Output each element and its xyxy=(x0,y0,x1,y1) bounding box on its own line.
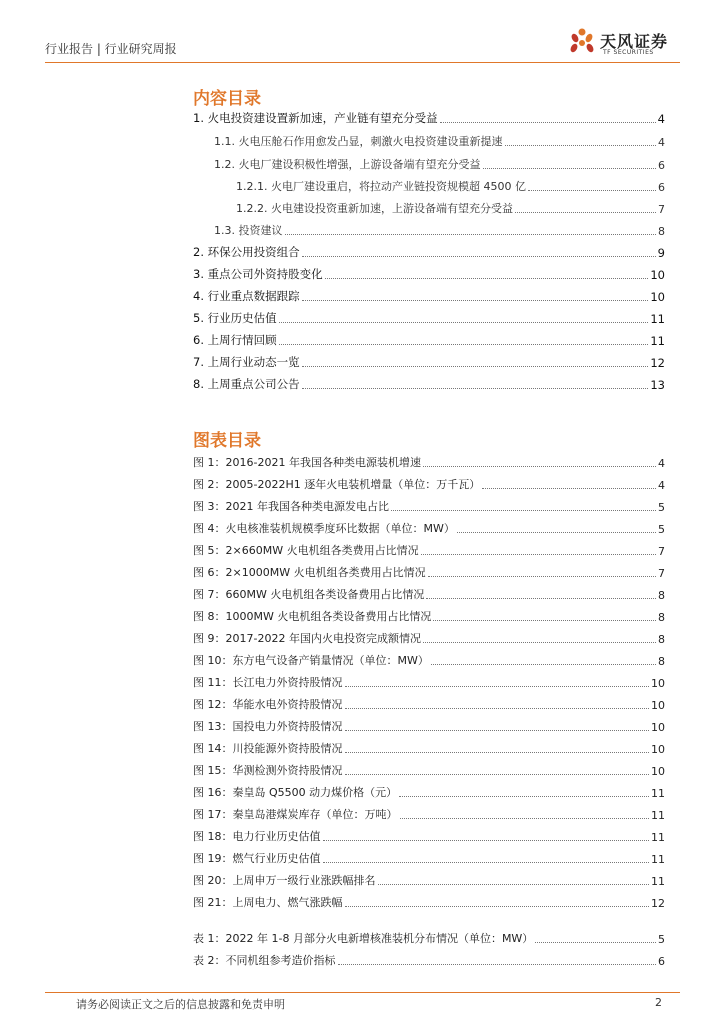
figure-entry[interactable]: 图 4：火电核准装机规模季度环比数据（单位：MW） 5 xyxy=(193,522,665,536)
figure-entry[interactable]: 图 5：2×660MW 火电机组各类费用占比情况 7 xyxy=(193,544,665,558)
figure-entry[interactable]: 图 11：长江电力外资持股情况 10 xyxy=(193,676,665,690)
figure-entry[interactable]: 图 1：2016-2021 年我国各种类电源装机增速 4 xyxy=(193,456,665,470)
toc-entry[interactable]: 1.2. 火电厂建设积极性增强，上游设备端有望充分受益 6 xyxy=(214,158,665,172)
figure-entry[interactable]: 图 15：华测检测外资持股情况 10 xyxy=(193,764,665,778)
figure-entry[interactable]: 图 12：华能水电外资持股情况 10 xyxy=(193,698,665,712)
figure-entry[interactable]: 图 10：东方电气设备产销量情况（单位：MW） 8 xyxy=(193,654,665,668)
toc-entry[interactable]: 6. 上周行情回顾 11 xyxy=(193,333,665,348)
figure-entry[interactable]: 图 2：2005-2022H1 逐年火电装机增量（单位：万千瓦） 4 xyxy=(193,478,665,492)
toc-entry[interactable]: 5. 行业历史估值 11 xyxy=(193,311,665,326)
brand-name: 天风证券 xyxy=(600,32,669,51)
table-entry[interactable]: 表 2：不同机组参考造价指标 6 xyxy=(193,954,665,968)
toc-entry[interactable]: 1. 火电投资建设置新加速，产业链有望充分受益 4 xyxy=(193,111,665,126)
toc-entry[interactable]: 1.1. 火电压舱石作用愈发凸显，刺激火电投资建设重新提速 4 xyxy=(214,135,665,149)
figure-entry[interactable]: 图 16：秦皇岛 Q5500 动力煤价格（元） 11 xyxy=(193,786,665,800)
toc-entry[interactable]: 3. 重点公司外资持股变化 10 xyxy=(193,267,665,282)
toc-entry[interactable]: 1.2.2. 火电建设投资重新加速，上游设备端有望充分受益 7 xyxy=(236,202,665,216)
figure-entry[interactable]: 图 20：上周申万一级行业涨跌幅排名 11 xyxy=(193,874,665,888)
figure-entry[interactable]: 图 7：660MW 火电机组各类设备费用占比情况 8 xyxy=(193,588,665,602)
figures-title: 图表目录 xyxy=(193,431,261,451)
figure-entry[interactable]: 图 6：2×1000MW 火电机组各类费用占比情况 7 xyxy=(193,566,665,580)
page-number: 2 xyxy=(655,996,662,1009)
figure-entry[interactable]: 图 21：上周电力、燃气涨跌幅 12 xyxy=(193,896,665,910)
toc-entry[interactable]: 7. 上周行业动态一览 12 xyxy=(193,355,665,370)
table-entry[interactable]: 表 1：2022 年 1-8 月部分火电新增核准装机分布情况（单位：MW） 5 xyxy=(193,932,665,946)
figure-entry[interactable]: 图 17：秦皇岛港煤炭库存（单位：万吨） 11 xyxy=(193,808,665,822)
figure-entry[interactable]: 图 8：1000MW 火电机组各类设备费用占比情况 8 xyxy=(193,610,665,624)
brand-subtitle: TF SECURITIES xyxy=(603,49,654,56)
figure-entry[interactable]: 图 19：燃气行业历史估值 11 xyxy=(193,852,665,866)
figure-entry[interactable]: 图 14：川投能源外资持股情况 10 xyxy=(193,742,665,756)
header-divider xyxy=(45,62,680,63)
footer-divider xyxy=(45,992,680,993)
toc-entry[interactable]: 2. 环保公用投资组合 9 xyxy=(193,245,665,260)
toc-entry[interactable]: 8. 上周重点公司公告 13 xyxy=(193,377,665,392)
toc-title: 内容目录 xyxy=(193,89,261,109)
report-type-label: 行业报告 | 行业研究周报 xyxy=(45,42,177,56)
figure-entry[interactable]: 图 3：2021 年我国各种类电源发电占比 5 xyxy=(193,500,665,514)
figure-entry[interactable]: 图 18：电力行业历史估值 11 xyxy=(193,830,665,844)
figure-entry[interactable]: 图 13：国投电力外资持股情况 10 xyxy=(193,720,665,734)
toc-entry[interactable]: 1.3. 投资建议 8 xyxy=(214,224,665,238)
toc-entry[interactable]: 4. 行业重点数据跟踪 10 xyxy=(193,289,665,304)
disclaimer-text: 请务必阅读正文之后的信息披露和免责申明 xyxy=(76,998,285,1011)
figure-entry[interactable]: 图 9：2017-2022 年国内火电投资完成额情况 8 xyxy=(193,632,665,646)
toc-entry[interactable]: 1.2.1. 火电厂建设重启，将拉动产业链投资规模超 4500 亿 6 xyxy=(236,180,665,194)
